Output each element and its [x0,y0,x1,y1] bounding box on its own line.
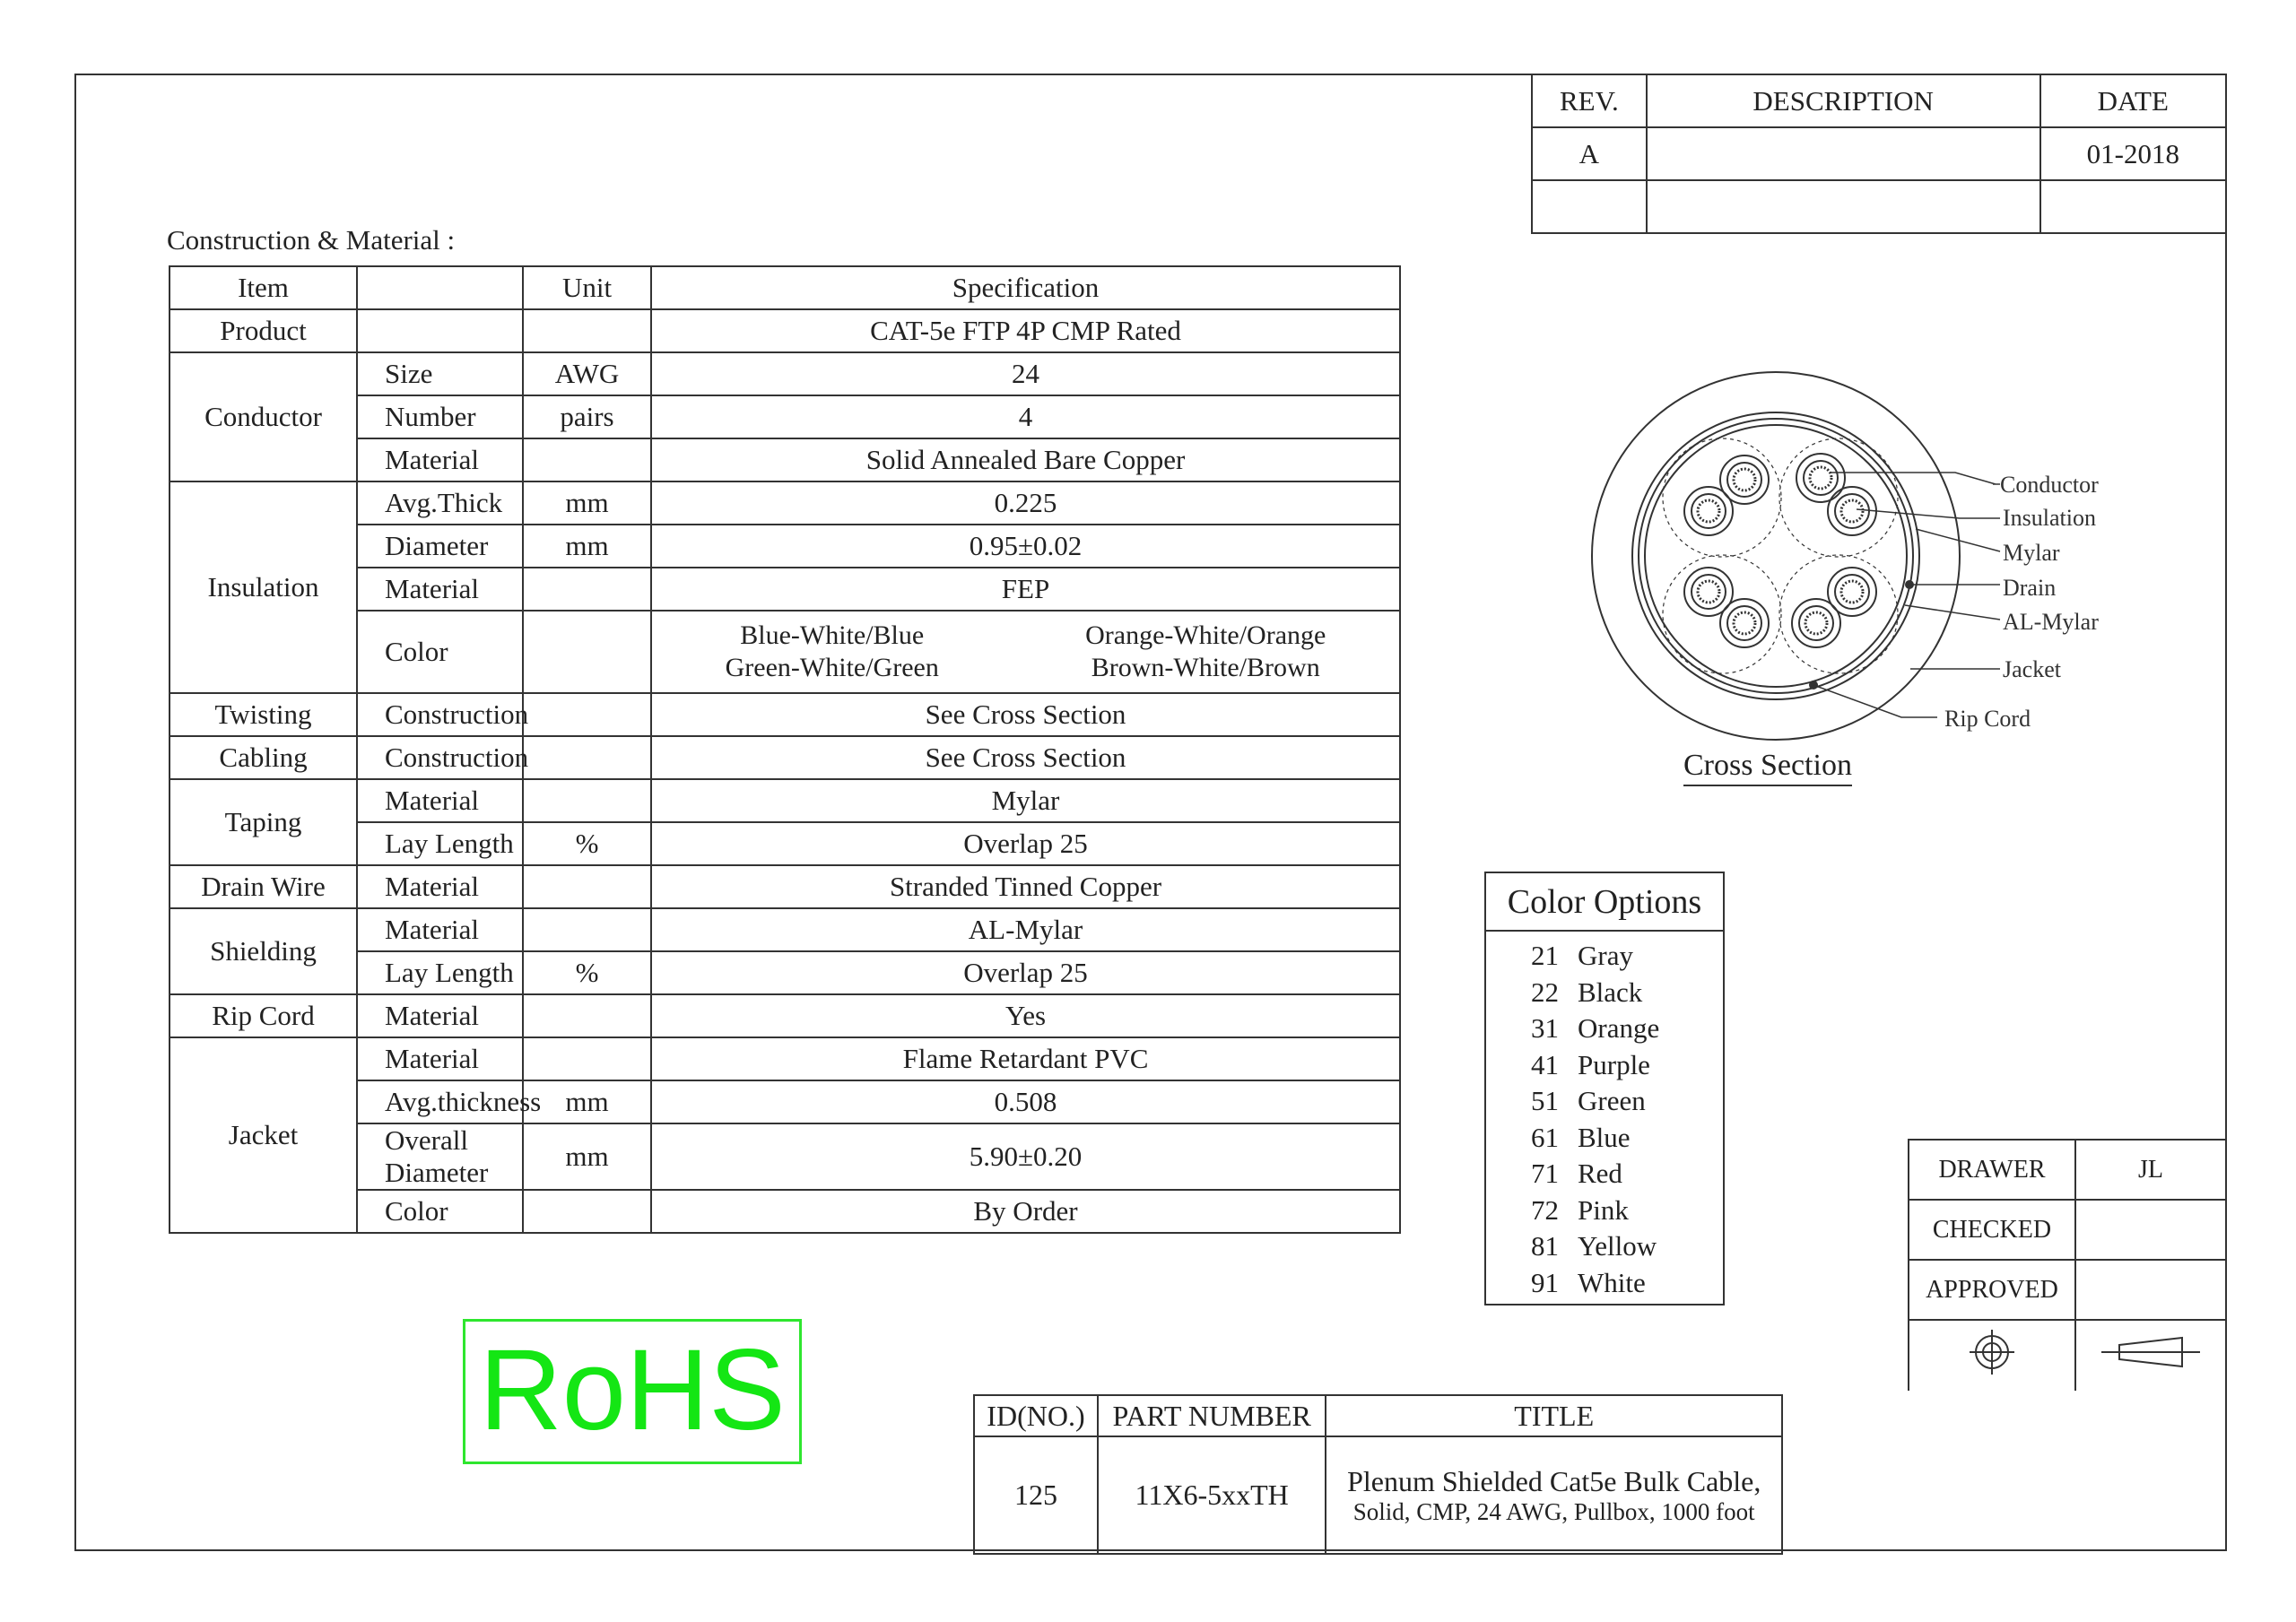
projection-symbol-cell [2075,1320,2226,1391]
description-value [1647,127,2040,180]
callout-rip-cord: Rip Cord [1944,706,2031,732]
group-insulation: Insulation [170,481,357,693]
color-name: Purple [1578,1048,1650,1080]
row-label: Number [357,395,523,438]
row-spec: Mylar [651,779,1400,822]
row-label: Overall Diameter [357,1123,523,1190]
description-value [1647,180,2040,233]
rev-header: REV. [1532,74,1647,127]
row-label: Material [357,865,523,908]
row-spec: See Cross Section [651,736,1400,779]
color-options-box [1484,872,1725,1305]
group-conductor: Conductor [170,352,357,481]
color-label: Blue-White/Blue [740,620,925,650]
product-spec: CAT-5e FTP 4P CMP Rated [651,309,1400,352]
row-label: Size [357,352,523,395]
row-spec: Flame Retardant PVC [651,1037,1400,1080]
color-name: Red [1578,1158,1622,1189]
color-code: 51 [1531,1085,1559,1116]
table-row [170,736,1400,779]
revision-row [1532,180,2226,233]
table-row [170,908,1400,951]
row-unit [523,779,651,822]
drawer-value: JL [2075,1140,2226,1200]
unit-header: Unit [523,266,651,309]
drawer-label: DRAWER [1909,1140,2075,1200]
list-item [1531,1193,1659,1229]
row-spec: Stranded Tinned Copper [651,865,1400,908]
row-label: Avg.Thick [357,481,523,525]
color-code: 71 [1531,1158,1559,1189]
jacket-outer-circle [1592,372,1960,740]
color-code: 31 [1531,1012,1559,1044]
table-row [170,1037,1400,1080]
part-number-header: PART NUMBER [1098,1395,1326,1436]
checked-label: CHECKED [1909,1200,2075,1260]
list-item [1531,1047,1659,1084]
color-code: 61 [1531,1121,1559,1153]
row-label: Material [357,994,523,1037]
row-unit [523,1037,651,1080]
row-unit: pairs [523,395,651,438]
color-code: 21 [1531,940,1559,971]
color-label: Brown-White/Brown [1091,653,1320,682]
revision-header-row [1532,74,2226,127]
color-code: 41 [1531,1048,1559,1080]
color-code: 22 [1531,976,1559,1008]
part-number-value: 11X6-5xxTH [1098,1436,1326,1554]
callout-insulation: Insulation [2003,505,2096,531]
row-spec: 5.90±0.20 [651,1123,1400,1190]
table-row [170,779,1400,822]
row-unit: mm [523,481,651,525]
description-header: DESCRIPTION [1647,74,2040,127]
cross-section-title: Cross Section [1683,749,1852,786]
row-label: Construction [357,736,523,779]
color-name: Blue [1578,1121,1631,1153]
cone-projection-icon [2092,1325,2209,1379]
color-name: White [1578,1266,1646,1298]
color-pair-2 [1085,620,1326,684]
table-row [170,352,1400,395]
mylar-circle [1645,425,1907,687]
row-unit: % [523,822,651,865]
title-line-2: Solid, CMP, 24 AWG, Pullbox, 1000 foot [1352,1497,1755,1525]
group-jacket: Jacket [170,1037,357,1233]
callout-mylar: Mylar [2003,540,2060,566]
color-name: Black [1578,976,1643,1008]
row-label: Color [357,1190,523,1233]
row-label: Construction [357,693,523,736]
group-drain-wire: Drain Wire [170,865,357,908]
list-item [1531,1010,1659,1047]
conductor-group [1796,454,1876,535]
row-spec: FEP [651,568,1400,611]
empty-cell [523,611,651,693]
row-spec: 0.95±0.02 [651,525,1400,568]
group-rip-cord: Rip Cord [170,994,357,1037]
row-label: Lay Length [357,951,523,994]
color-code: 81 [1531,1230,1559,1262]
row-unit [523,994,651,1037]
conductors [1684,454,1876,647]
empty-cell [523,309,651,352]
list-item [1531,1228,1659,1265]
color-code: 72 [1531,1193,1559,1226]
row-label: Material [357,568,523,611]
id-header: ID(NO.) [974,1395,1098,1436]
row-unit [523,865,651,908]
table-row [170,865,1400,908]
empty-cell [357,266,523,309]
list-item [1531,938,1659,975]
row-label: Lay Length [357,822,523,865]
row-spec: Overlap 25 [651,822,1400,865]
title-block-row [974,1436,1782,1554]
row-spec: 24 [651,352,1400,395]
pair-outlines [1663,438,1898,673]
date-value: 01-2018 [2040,127,2226,180]
row-spec: Yes [651,994,1400,1037]
group-cabling: Cabling [170,736,357,779]
row-unit: % [523,951,651,994]
row-label: Diameter [357,525,523,568]
list-item [1531,1083,1659,1120]
group-shielding: Shielding [170,908,357,994]
row-spec: Overlap 25 [651,951,1400,994]
row-spec: AL-Mylar [651,908,1400,951]
callout-labels [1944,472,2099,732]
list-item [1531,1120,1659,1157]
row-label: Material [357,779,523,822]
jacket-inner-circle [1632,412,1919,699]
color-options-list [1531,938,1659,1301]
row-spec: 0.225 [651,481,1400,525]
rohs-logo: RoHS [463,1319,802,1464]
row-label: Material [357,438,523,481]
checked-value [2075,1200,2226,1260]
row-spec: See Cross Section [651,693,1400,736]
date-value [2040,180,2226,233]
cross-section-diagram [1578,359,2152,744]
row-unit: mm [523,1080,651,1123]
group-taping: Taping [170,779,357,865]
table-row [170,994,1400,1037]
row-unit [523,908,651,951]
product-row [170,309,1400,352]
color-name: Gray [1578,940,1633,971]
row-label: Material [357,1037,523,1080]
table-header-row [170,266,1400,309]
conductor-group [1684,455,1769,535]
conductor-group [1792,568,1876,647]
callout-jacket: Jacket [2003,656,2061,682]
construction-table [169,265,1401,1234]
row-unit [523,568,651,611]
empty-cell [357,309,523,352]
id-value: 125 [974,1436,1098,1554]
row-unit: AWG [523,352,651,395]
color-options-title: Color Options [1486,873,1723,932]
row-unit [523,438,651,481]
row-spec: 4 [651,395,1400,438]
item-header: Item [170,266,357,309]
approved-label: APPROVED [1909,1260,2075,1320]
list-item [1531,975,1659,1011]
list-item [1531,1156,1659,1193]
row-unit: mm [523,525,651,568]
color-label: Orange-White/Orange [1085,620,1326,650]
spec-header: Specification [651,266,1400,309]
color-name: Orange [1578,1012,1660,1044]
title-value [1326,1436,1782,1554]
conductor-group [1684,568,1769,647]
color-code: 91 [1531,1266,1559,1298]
crosshair-icon [1961,1325,2023,1379]
row-label: Avg.thickness [357,1080,523,1123]
rev-value [1532,180,1647,233]
color-name: Yellow [1578,1230,1657,1262]
insulation-colors [651,611,1400,693]
color-label: Green-White/Green [725,653,939,682]
title-block-header-row [974,1395,1782,1436]
approved-value [2075,1260,2226,1320]
row-label: Color [357,611,523,693]
color-pair-1 [726,620,939,684]
construction-heading: Construction & Material : [167,224,456,256]
title-block-table [973,1394,1783,1555]
callout-al-mylar: AL-Mylar [2003,609,2099,635]
row-label: Material [357,908,523,951]
title-line-1: Plenum Shielded Cat5e Bulk Cable, [1347,1464,1761,1497]
rev-value: A [1532,127,1647,180]
row-unit [523,1190,651,1233]
table-row [170,481,1400,525]
color-name: Green [1578,1085,1646,1116]
row-unit [523,736,651,779]
list-item [1531,1265,1659,1302]
color-name: Pink [1578,1193,1629,1226]
revision-table [1531,74,2227,234]
table-row [1909,1200,2226,1260]
revision-row [1532,127,2226,180]
approvals-table [1908,1139,2227,1391]
row-unit [523,693,651,736]
table-row [170,693,1400,736]
table-row [1909,1140,2226,1200]
row-spec: 0.508 [651,1080,1400,1123]
title-header: TITLE [1326,1395,1782,1436]
projection-symbols-row [1909,1320,2226,1391]
group-twisting: Twisting [170,693,357,736]
table-row [1909,1260,2226,1320]
callout-conductor: Conductor [2000,472,2099,498]
row-unit: mm [523,1123,651,1190]
callout-drain: Drain [2003,575,2057,601]
row-spec: By Order [651,1190,1400,1233]
al-mylar-circle [1639,419,1913,693]
drain-wire [1906,581,1913,588]
projection-symbol-cell [1909,1320,2075,1391]
row-spec: Solid Annealed Bare Copper [651,438,1400,481]
date-header: DATE [2040,74,2226,127]
product-label: Product [170,309,357,352]
